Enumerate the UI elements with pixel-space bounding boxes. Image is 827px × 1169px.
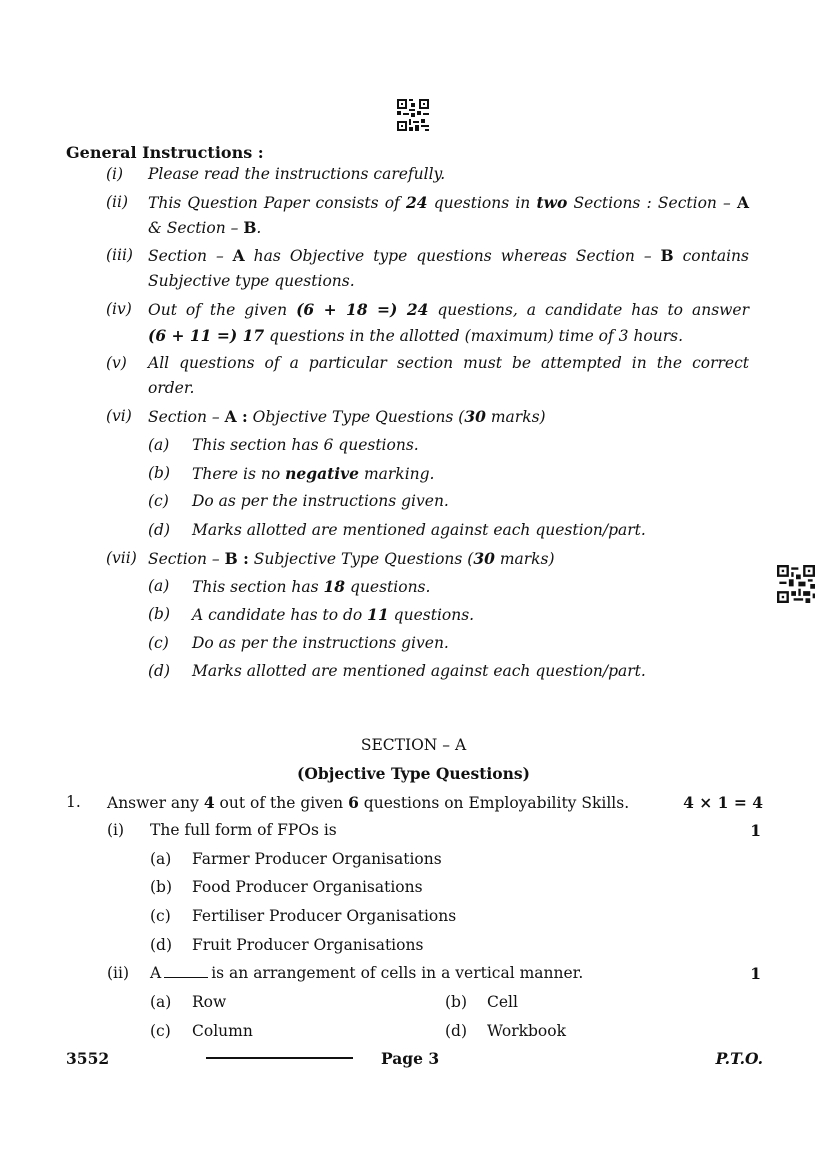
pto-label: P.T.O. [715,1049,763,1068]
option-num: (a) [150,850,172,868]
option-num: (a) [150,993,172,1011]
instruction-num: (ii) [106,193,129,211]
option-text: Column [192,1022,253,1040]
question-number: 1. [66,793,81,811]
instruction-text: All questions of a particular section must be attempted in the correct [148,354,749,372]
qr-code-top [397,99,429,131]
instruction-text: Section – A : Objective Type Questions (30 marks) [148,407,546,426]
option-text: Fruit Producer Organisations [192,936,424,954]
section-subtitle: (Objective Type Questions) [297,764,530,783]
instruction-num: (v) [106,354,127,372]
sub-text: There is no negative marking. [192,464,435,483]
sub-num: (a) [148,577,170,595]
instruction-num: (vii) [106,549,137,567]
instruction-text: Section – A has Objective type questions whereas Section – B contains [148,246,749,265]
option-text: Fertiliser Producer Organisations [192,907,457,925]
part-marks: 1 [750,821,761,840]
instruction-text-cont: order. [148,379,195,397]
instruction-num: (iii) [106,246,133,264]
option-num: (d) [445,1022,468,1040]
page-number: Page 3 [381,1049,440,1068]
instruction-num: (vi) [106,407,132,425]
instruction-text-cont: (6 + 11 =) 17 questions in the allotted (maximum) time of 3 hours. [148,326,684,345]
instruction-text: Section – B : Subjective Type Questions (30 marks) [148,549,555,568]
instruction-num: (iv) [106,300,132,318]
fill-in-blank [164,977,208,978]
part-text: The full form of FPOs is [150,821,337,839]
footer-rule [206,1057,353,1059]
sub-text: Do as per the instructions given. [192,634,449,652]
sub-num: (c) [148,492,169,510]
instruction-text: This Question Paper consists of 24 questions in two Sections : Section – A [148,193,750,212]
part-num: (i) [107,821,125,839]
instruction-text: Out of the given (6 + 18 =) 24 questions, a candidate has to answer [148,300,750,319]
paper-code: 3552 [66,1049,110,1068]
sub-num: (b) [148,605,171,623]
sub-text: Marks allotted are mentioned against each question/part. [192,662,646,680]
part-marks: 1 [750,964,761,983]
question-text: Answer any 4 out of the given 6 questions on Employability Skills. [107,793,630,812]
sub-num: (d) [148,662,171,680]
sub-text: This section has 18 questions. [192,577,431,596]
instruction-text-cont: Subjective type questions. [148,272,355,290]
general-instructions-heading: General Instructions : [66,143,264,162]
instruction-text-cont: & Section – B. [148,218,262,237]
option-num: (b) [150,878,173,896]
qr-code-side [777,565,815,603]
section-title: SECTION – A [360,736,467,754]
sub-text: A candidate has to do 11 questions. [192,605,475,624]
instruction-num: (i) [106,165,124,183]
sub-text: Marks allotted are mentioned against each question/part. [192,521,646,539]
sub-num: (a) [148,436,170,454]
instruction-text: Please read the instructions carefully. [148,165,446,183]
sub-num: (b) [148,464,171,482]
option-num: (d) [150,936,173,954]
sub-text: Do as per the instructions given. [192,492,449,510]
question-marks: 4 × 1 = 4 [683,793,763,812]
option-num: (c) [150,907,171,925]
option-num: (b) [445,993,468,1011]
option-text: Food Producer Organisations [192,878,423,896]
option-text: Cell [487,993,518,1011]
option-num: (c) [150,1022,171,1040]
part-text: A is an arrangement of cells in a vertical manner. [150,964,584,982]
option-text: Workbook [487,1022,566,1040]
option-text: Farmer Producer Organisations [192,850,442,868]
sub-num: (d) [148,521,171,539]
sub-num: (c) [148,634,169,652]
part-num: (ii) [107,964,130,982]
option-text: Row [192,993,227,1011]
sub-text: This section has 6 questions. [192,436,419,454]
